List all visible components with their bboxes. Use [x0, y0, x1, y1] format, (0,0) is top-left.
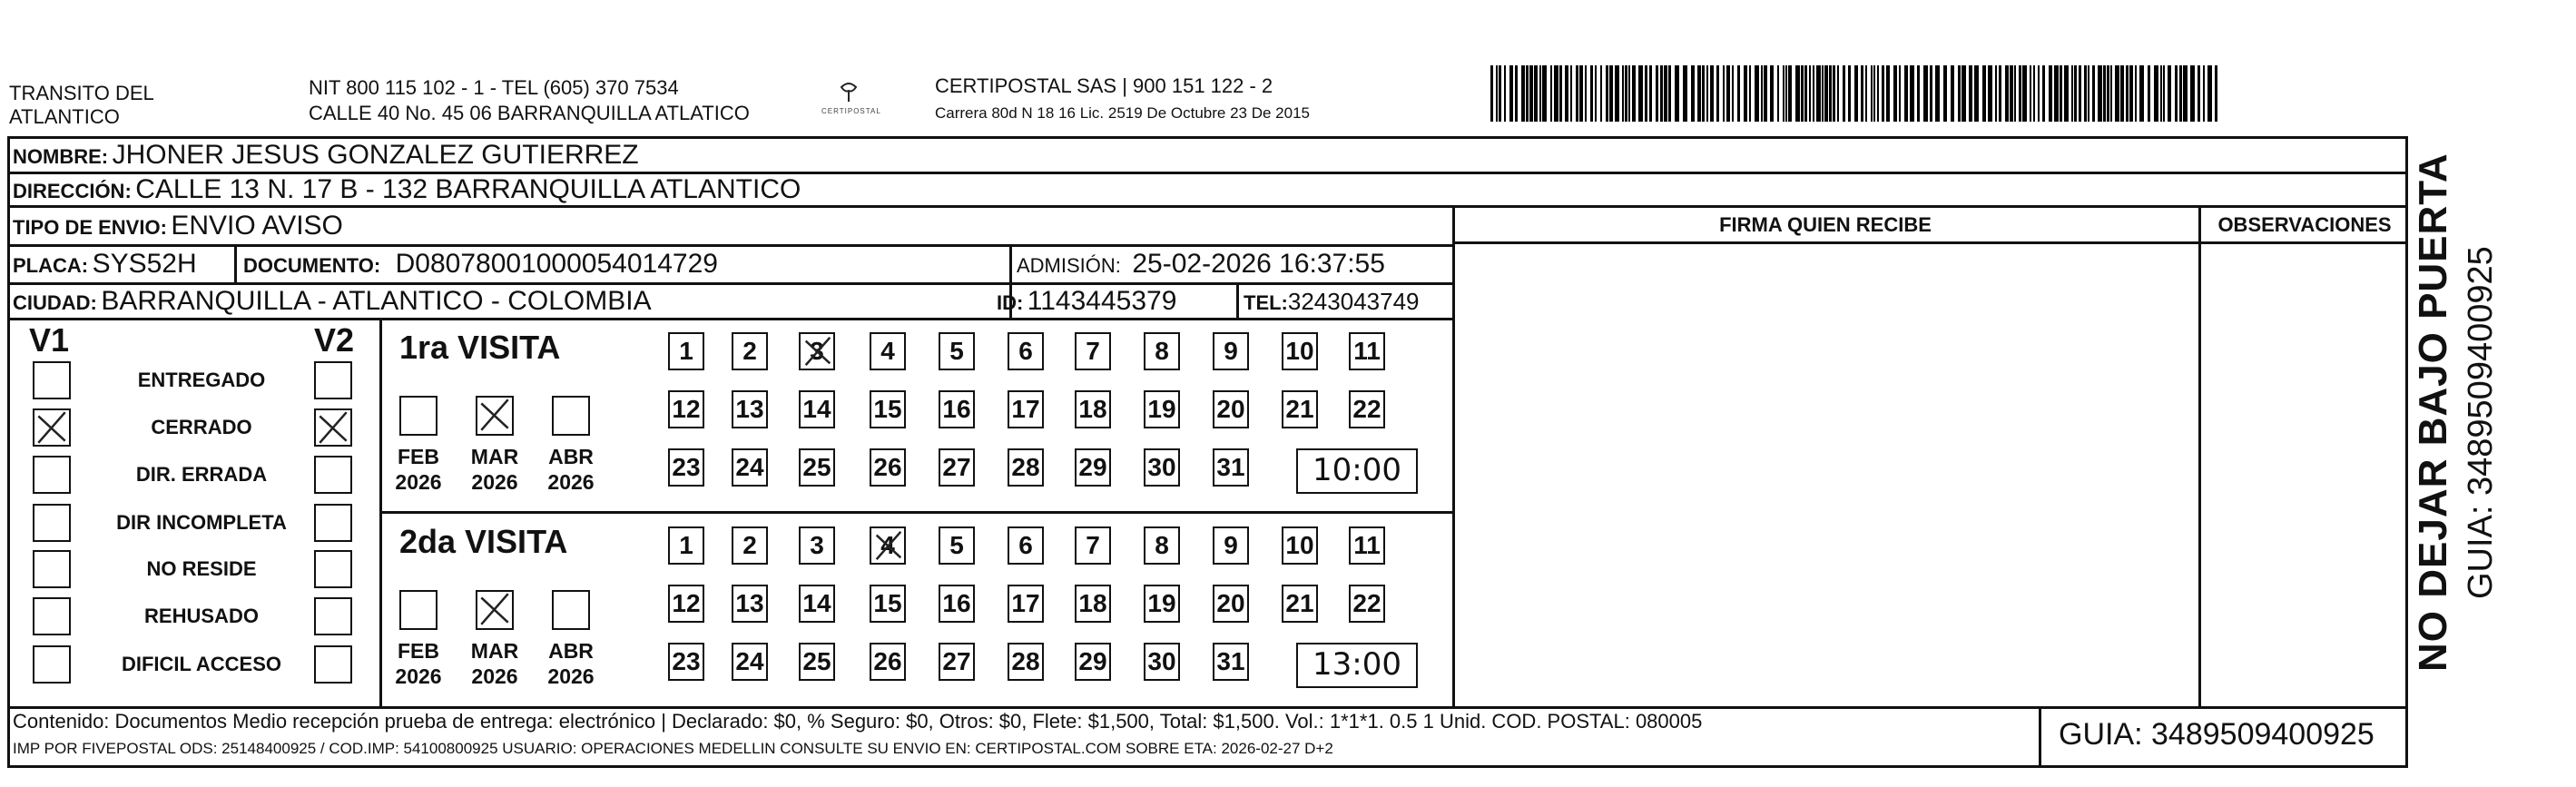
- barcode-bar: [2019, 65, 2021, 122]
- courier-address: Carrera 80d N 18 16 Lic. 2519 De Octubre 23 De 2015: [935, 104, 1310, 122]
- barcode-bar: [1509, 65, 1513, 122]
- barcode-bar: [1529, 65, 1533, 122]
- side-warning: NO DEJAR BAJO PUERTA: [2411, 152, 2455, 672]
- barcode-bar: [2074, 65, 2077, 122]
- day-box[interactable]: 5: [939, 526, 975, 565]
- barcode-bar: [1893, 65, 1897, 122]
- barcode-bar: [1515, 65, 1518, 122]
- month-label: ABR 2026: [547, 639, 595, 688]
- barcode-bar: [1854, 65, 1858, 122]
- month-check-mark: [476, 590, 514, 628]
- barcode-bar: [2005, 65, 2009, 122]
- visit-title: 1ra VISITA: [399, 329, 561, 366]
- footer-guia: GUIA: 3489509400925: [2059, 717, 2374, 752]
- barcode-bar: [1861, 65, 1863, 122]
- day-box[interactable]: 15: [870, 390, 906, 428]
- barcode-bar: [2092, 65, 2095, 122]
- ciudad-value: BARRANQUILLA - ATLANTICO - COLOMBIA: [101, 286, 652, 316]
- barcode-bar: [2175, 65, 2178, 122]
- barcode-bar: [1683, 65, 1687, 122]
- barcode-bar: [2129, 65, 2133, 122]
- day-box[interactable]: 10: [1282, 332, 1318, 370]
- v2-check-mark: [314, 408, 352, 447]
- day-box[interactable]: 17: [1008, 390, 1044, 428]
- issuer-name-line1: TRANSITO DEL: [9, 82, 154, 104]
- barcode-bar: [1969, 65, 1972, 122]
- barcode-bar: [1904, 65, 1908, 122]
- barcode-bar: [2168, 65, 2171, 122]
- barcode-bar: [1770, 65, 1774, 122]
- barcode-bar: [1504, 65, 1506, 122]
- v1-checkbox[interactable]: [33, 456, 71, 494]
- day-box[interactable]: 18: [1075, 390, 1111, 428]
- barcode-bar: [2197, 65, 2200, 122]
- barcode-bar: [1702, 65, 1705, 122]
- barcode-bar: [1873, 65, 1875, 122]
- visit-title: 2da VISITA: [399, 523, 568, 560]
- barcode-bar: [1726, 65, 1730, 122]
- barcode-bar: [1813, 65, 1814, 122]
- barcode-bar: [1829, 65, 1832, 122]
- day-box[interactable]: 11: [1349, 526, 1385, 565]
- barcode-bar: [2014, 65, 2016, 122]
- barcode-bar: [1645, 65, 1647, 122]
- barcode-bar: [1816, 65, 1821, 122]
- day-box[interactable]: 6: [1008, 332, 1044, 370]
- barcode-bar: [1526, 65, 1529, 122]
- barcode-bar: [1554, 65, 1558, 122]
- barcode-bar: [1585, 65, 1587, 122]
- barcode-bar: [1606, 65, 1608, 122]
- barcode-bar: [1590, 65, 1593, 122]
- day-box[interactable]: 5: [939, 332, 975, 370]
- barcode-bar: [1660, 65, 1663, 122]
- issuer-address: CALLE 40 No. 45 06 BARRANQUILLA ATLATICO: [309, 102, 750, 124]
- day-box[interactable]: 28: [1008, 643, 1044, 681]
- barcode-bar: [2190, 65, 2195, 122]
- day-box[interactable]: 18: [1075, 585, 1111, 623]
- day-box[interactable]: 7: [1075, 332, 1111, 370]
- month-label: FEB 2026: [395, 445, 442, 494]
- admision-value: 25-02-2026 16:37:55: [1132, 249, 1385, 279]
- v2-checkbox[interactable]: [314, 361, 352, 399]
- v2-checkbox[interactable]: [314, 550, 352, 588]
- day-box[interactable]: 2: [732, 332, 768, 370]
- status-label: DIR. ERRADA: [135, 463, 268, 486]
- barcode-bar: [1576, 65, 1578, 122]
- day-box[interactable]: 23: [668, 448, 704, 487]
- status-label: NO RESIDE: [146, 557, 257, 580]
- barcode-bar: [1848, 65, 1851, 122]
- barcode-bar: [2033, 65, 2035, 122]
- barcode-bar: [2054, 65, 2059, 122]
- day-box[interactable]: 4: [870, 332, 906, 370]
- footer-contenido: Contenido: Documentos Medio recepción prueba de entrega: electrónico | Declarado: $0, % Seguro: $0, Otros: $0, Flete: $1,500, Total: $1,500. Vol.: 1*1*1. 0.5 1 Unid. COD. POSTAL: 080005: [13, 710, 1703, 733]
- v2-checkbox[interactable]: [314, 504, 352, 542]
- v1-checkbox[interactable]: [33, 597, 71, 635]
- barcode-bar: [1882, 65, 1884, 122]
- day-box[interactable]: 25: [799, 448, 835, 487]
- certipostal-logo: [821, 78, 881, 123]
- barcode-bar: [1788, 65, 1792, 122]
- v2-checkbox[interactable]: [314, 456, 352, 494]
- day-box[interactable]: 13: [732, 585, 768, 623]
- barcode-bar: [1877, 65, 1879, 122]
- barcode-bar: [1749, 65, 1751, 122]
- barcode-bar: [2098, 65, 2102, 122]
- day-box[interactable]: 29: [1075, 448, 1111, 487]
- barcode-bar: [1843, 65, 1845, 122]
- barcode-bar: [2060, 65, 2062, 122]
- barcode-bar: [1785, 65, 1787, 122]
- day-box[interactable]: 1: [668, 332, 704, 370]
- day-box[interactable]: 24: [732, 643, 768, 681]
- barcode-bar: [2183, 65, 2188, 122]
- barcode-bar: [2103, 65, 2106, 122]
- day-box[interactable]: 9: [1213, 526, 1249, 565]
- barcode-bar: [1982, 65, 1986, 122]
- id-value: 1143445379: [1027, 286, 1177, 316]
- day-box[interactable]: 27: [939, 643, 975, 681]
- barcode-bar: [1804, 65, 1807, 122]
- status-label: ENTREGADO: [137, 369, 266, 391]
- month-checkbox[interactable]: [552, 396, 590, 436]
- issuer-nit: NIT 800 115 102 - 1 - TEL (605) 370 7534: [309, 76, 679, 99]
- day-box[interactable]: 9: [1213, 332, 1249, 370]
- barcode-bar: [1499, 65, 1501, 122]
- tipo-envio-label: TIPO DE ENVIO:: [13, 216, 167, 239]
- barcode-bar: [2010, 65, 2013, 122]
- barcode-bar: [1570, 65, 1572, 122]
- barcode-bar: [2071, 65, 2073, 122]
- barcode-bar: [1943, 65, 1947, 122]
- day-box[interactable]: 24: [732, 448, 768, 487]
- barcode-bar: [2179, 65, 2182, 122]
- day-box[interactable]: 12: [668, 585, 704, 623]
- status-label: DIR INCOMPLETA: [116, 511, 287, 534]
- barcode-bar: [1999, 65, 2001, 122]
- day-box[interactable]: 16: [939, 585, 975, 623]
- day-box[interactable]: 13: [732, 390, 768, 428]
- barcode-bar: [1628, 65, 1630, 122]
- barcode-bar: [2139, 65, 2144, 122]
- barcode-bar: [2215, 65, 2217, 122]
- v1-label: V1: [29, 321, 70, 359]
- barcode-bar: [1837, 65, 1839, 122]
- barcode-bar: [1988, 65, 1992, 122]
- barcode-bar: [1755, 65, 1759, 122]
- barcode-bar: [2107, 65, 2109, 122]
- barcode-bar: [1871, 65, 1873, 122]
- barcode-bar: [1923, 65, 1928, 122]
- month-check-mark: [476, 396, 514, 434]
- barcode-bar: [2022, 65, 2027, 122]
- day-box[interactable]: 30: [1144, 643, 1180, 681]
- v1-checkbox[interactable]: [33, 504, 71, 542]
- day-box[interactable]: 7: [1075, 526, 1111, 565]
- v1-checkbox[interactable]: [33, 550, 71, 588]
- barcode-bar: [1609, 65, 1613, 122]
- v1-check-mark: [33, 408, 71, 447]
- day-box[interactable]: 8: [1144, 332, 1180, 370]
- day-box[interactable]: 20: [1213, 585, 1249, 623]
- visit-time[interactable]: 10:00: [1296, 448, 1418, 494]
- barcode-bar: [1534, 65, 1538, 122]
- barcode-bar: [2088, 65, 2089, 122]
- barcode-bar: [1496, 65, 1498, 122]
- barcode-bar: [1723, 65, 1725, 122]
- day-box[interactable]: 30: [1144, 448, 1180, 487]
- day-box[interactable]: 20: [1213, 390, 1249, 428]
- month-label: FEB 2026: [395, 639, 442, 688]
- barcode-bar: [1935, 65, 1940, 122]
- day-box[interactable]: 14: [799, 390, 835, 428]
- v1-checkbox[interactable]: [33, 645, 71, 684]
- barcode-bar: [1795, 65, 1800, 122]
- month-label: MAR 2026: [470, 639, 519, 688]
- day-box[interactable]: 31: [1213, 643, 1249, 681]
- day-box[interactable]: 21: [1282, 585, 1318, 623]
- barcode-bar: [1697, 65, 1701, 122]
- barcode-bar: [1764, 65, 1767, 122]
- barcode-bar: [1675, 65, 1679, 122]
- barcode-bar: [1995, 65, 1997, 122]
- tel-value: 3243043749: [1287, 288, 1420, 315]
- v2-label: V2: [314, 321, 355, 359]
- documento-value: D08078001000054014729: [395, 249, 718, 279]
- barcode-bar: [2042, 65, 2045, 122]
- footer-imp: IMP POR FIVEPOSTAL ODS: 25148400925 / COD.IMP: 54100800925 USUARIO: OPERACIONES MEDELLIN CONSULTE SU ENVIO EN: CERTIPOSTAL.COM SOBRE ETA: 2026-02-27 D+2: [13, 740, 1333, 757]
- barcode-bar: [2154, 65, 2158, 122]
- visit-time[interactable]: 13:00: [1296, 643, 1418, 688]
- barcode-bar: [1865, 65, 1867, 122]
- v1-checkbox[interactable]: [33, 361, 71, 399]
- day-box[interactable]: 10: [1282, 526, 1318, 565]
- barcode-bar: [1706, 65, 1708, 122]
- barcode-bar: [2135, 65, 2137, 122]
- day-box[interactable]: 16: [939, 390, 975, 428]
- day-box[interactable]: 19: [1144, 390, 1180, 428]
- barcode-bar: [1649, 65, 1652, 122]
- barcode-bar: [2079, 65, 2081, 122]
- barcode-bar: [1777, 65, 1779, 122]
- barcode-bar: [1565, 65, 1568, 122]
- day-box[interactable]: 26: [870, 448, 906, 487]
- day-box[interactable]: 28: [1008, 448, 1044, 487]
- month-checkbox[interactable]: [399, 396, 438, 436]
- day-box[interactable]: 15: [870, 585, 906, 623]
- barcode-bar: [2126, 65, 2129, 122]
- placa-value: SYS52H: [92, 249, 197, 279]
- barcode-bar: [1886, 65, 1890, 122]
- month-checkbox[interactable]: [399, 590, 438, 630]
- barcode-bar: [1615, 65, 1619, 122]
- barcode-bar: [2148, 65, 2150, 122]
- day-box[interactable]: 12: [668, 390, 704, 428]
- day-box[interactable]: 6: [1008, 526, 1044, 565]
- tel-label: TEL:: [1244, 291, 1288, 314]
- barcode-bar: [1761, 65, 1763, 122]
- day-box[interactable]: 29: [1075, 643, 1111, 681]
- day-check-mark: [801, 334, 835, 369]
- barcode-bar: [1716, 65, 1719, 122]
- barcode-bar: [2160, 65, 2162, 122]
- barcode-bar: [1559, 65, 1562, 122]
- day-box[interactable]: 14: [799, 585, 835, 623]
- v2-checkbox[interactable]: [314, 645, 352, 684]
- ciudad-label: CIUDAD:: [13, 291, 97, 314]
- barcode-bar: [1539, 65, 1541, 122]
- barcode-bar: [1579, 65, 1583, 122]
- placa-label: PLACA:: [13, 254, 89, 277]
- day-box[interactable]: 21: [1282, 390, 1318, 428]
- side-guia: GUIA: 3489509400925: [2462, 246, 2500, 599]
- v2-checkbox[interactable]: [314, 597, 352, 635]
- barcode-bar: [1542, 65, 1547, 122]
- barcode-bar: [1490, 65, 1493, 122]
- month-checkbox[interactable]: [552, 590, 590, 630]
- issuer-name-line2: ATLANTICO: [9, 105, 120, 128]
- firma-header: FIRMA QUIEN RECIBE: [1719, 213, 1932, 236]
- barcode-bar: [1910, 65, 1914, 122]
- barcode-bar: [2203, 65, 2205, 122]
- barcode-bar: [1744, 65, 1747, 122]
- barcode-bar: [2064, 65, 2069, 122]
- barcode-bar: [1917, 65, 1920, 122]
- documento-label: DOCUMENTO:: [243, 254, 381, 277]
- month-label: ABR 2026: [547, 445, 595, 494]
- day-box[interactable]: 22: [1349, 390, 1385, 428]
- admision-label: ADMISIÓN:: [1017, 254, 1121, 277]
- barcode-bar: [1783, 65, 1785, 122]
- barcode-bar: [1550, 65, 1552, 122]
- logo-text: CERTIPOSTAL: [821, 107, 881, 115]
- barcode-bar: [1833, 65, 1835, 122]
- barcode-bar: [2120, 65, 2124, 122]
- barcode-bar: [2110, 65, 2112, 122]
- direccion-value: CALLE 13 N. 17 B - 132 BARRANQUILLA ATLANTICO: [135, 174, 801, 204]
- barcode-bar: [1961, 65, 1966, 122]
- barcode-bar: [2163, 65, 2165, 122]
- barcode-bar: [2207, 65, 2212, 122]
- nombre-label: NOMBRE:: [13, 145, 109, 168]
- barcode-bar: [1632, 65, 1636, 122]
- nombre-value: JHONER JESUS GONZALEZ GUTIERREZ: [112, 140, 639, 170]
- barcode-bar: [1625, 65, 1627, 122]
- day-box[interactable]: 8: [1144, 526, 1180, 565]
- barcode-bar: [1974, 65, 1979, 122]
- barcode-bar: [1737, 65, 1740, 122]
- day-box[interactable]: 22: [1349, 585, 1385, 623]
- tipo-envio-value: ENVIO AVISO: [171, 211, 343, 241]
- barcode-bar: [1710, 65, 1714, 122]
- day-box[interactable]: 26: [870, 643, 906, 681]
- barcode-bar: [1822, 65, 1824, 122]
- barcode-bar: [1595, 65, 1597, 122]
- barcode-bar: [1656, 65, 1658, 122]
- barcode-bar: [2049, 65, 2052, 122]
- barcode-bar: [1824, 65, 1828, 122]
- day-box[interactable]: 31: [1213, 448, 1249, 487]
- day-box[interactable]: 11: [1349, 332, 1385, 370]
- barcode-bar: [1951, 65, 1954, 122]
- barcode-bar: [1801, 65, 1804, 122]
- day-box[interactable]: 25: [799, 643, 835, 681]
- barcode-bar: [1521, 65, 1525, 122]
- status-label: CERRADO: [151, 416, 252, 438]
- day-box[interactable]: 19: [1144, 585, 1180, 623]
- observaciones-header: OBSERVACIONES: [2217, 213, 2392, 236]
- id-label: ID:: [997, 291, 1024, 314]
- barcode-bar: [1691, 65, 1695, 122]
- barcode-bar: [1664, 65, 1667, 122]
- day-box[interactable]: 4: [870, 526, 906, 565]
- day-box[interactable]: 3: [799, 526, 835, 565]
- courier-name: CERTIPOSTAL SAS | 900 151 122 - 2: [935, 74, 1273, 97]
- barcode-bar: [1809, 65, 1811, 122]
- barcode-bar: [2115, 65, 2119, 122]
- day-box[interactable]: 23: [668, 643, 704, 681]
- direccion-label: DIRECCIÓN:: [13, 180, 132, 202]
- barcode-bar: [1600, 65, 1602, 122]
- barcode: [1490, 65, 2226, 122]
- day-box[interactable]: 27: [939, 448, 975, 487]
- barcode-bar: [1638, 65, 1643, 122]
- barcode-bar: [2038, 65, 2040, 122]
- day-box[interactable]: 1: [668, 526, 704, 565]
- status-label: REHUSADO: [144, 605, 259, 627]
- day-check-mark: [871, 528, 906, 563]
- barcode-bar: [1958, 65, 1961, 122]
- barcode-bar: [1668, 65, 1671, 122]
- day-box[interactable]: 3: [799, 332, 835, 370]
- barcode-bar: [1622, 65, 1624, 122]
- status-label: DIFICIL ACCESO: [121, 653, 281, 675]
- barcode-bar: [2030, 65, 2031, 122]
- barcode-bar: [1732, 65, 1734, 122]
- barcode-bar: [2084, 65, 2087, 122]
- day-box[interactable]: 17: [1008, 585, 1044, 623]
- barcode-bar: [1899, 65, 1901, 122]
- month-label: MAR 2026: [470, 445, 519, 494]
- barcode-bar: [1930, 65, 1932, 122]
- day-box[interactable]: 2: [732, 526, 768, 565]
